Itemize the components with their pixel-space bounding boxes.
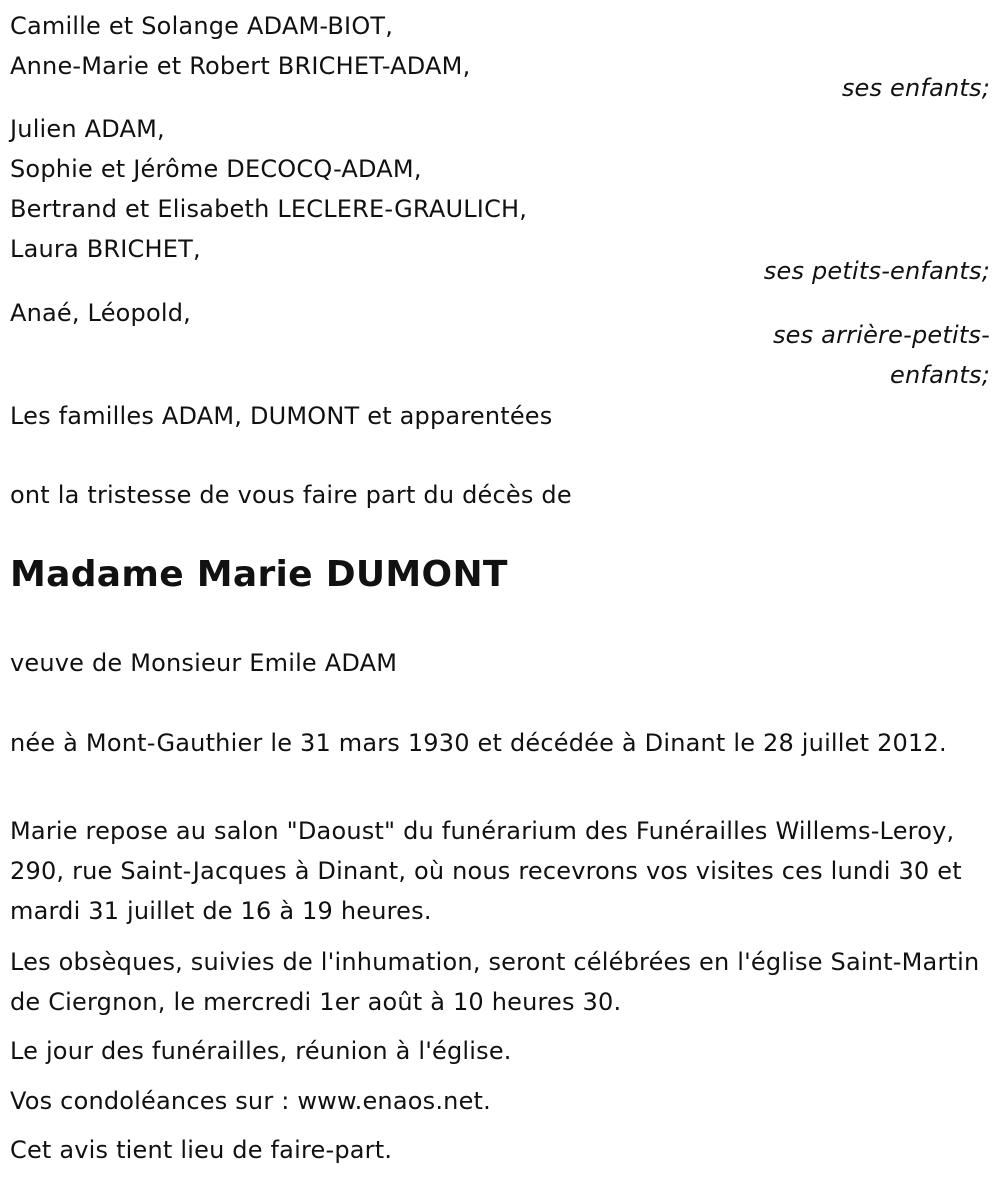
great-grandchildren-label-1: ses arrière-petits-	[772, 321, 990, 349]
grandchild-line-4: Laura BRICHET,	[10, 235, 201, 263]
closing-line: Cet avis tient lieu de faire-part.	[10, 1136, 393, 1164]
condolences-line: Vos condoléances sur : www.enaos.net.	[10, 1087, 491, 1115]
grandchild-line-1: Julien ADAM,	[10, 115, 165, 143]
great-grandchildren-label-2: enfants;	[890, 361, 990, 389]
grandchildren-block	[10, 109, 990, 269]
grandchild-line-2: Sophie et Jérôme DECOCQ-ADAM,	[10, 155, 422, 183]
families-line: Les familles ADAM, DUMONT et apparentées	[10, 402, 553, 430]
funeral-paragraph: Les obsèques, suivies de l'inhumation, seront célébrées en l'église Saint-Martin de Ciergnon, le mercredi 1er août à 10 heures 30.	[10, 948, 980, 1016]
children-label: ses enfants;	[841, 74, 990, 102]
great-grandchildren: Anaé, Léopold,	[10, 299, 192, 327]
grandchildren-label: ses petits-enfants;	[763, 257, 990, 285]
birth-death-paragraph: née à Mont-Gauthier le 31 mars 1930 et décédée à Dinant le 28 juillet 2012.	[10, 729, 947, 757]
child-line-2: Anne-Marie et Robert BRICHET-ADAM,	[10, 52, 471, 80]
visitation-paragraph: Marie repose au salon "Daoust" du funérarium des Funérailles Willems-Leroy, 290, rue Saint-Jacques à Dinant, où nous recevrons vos visites ces lundi 30 et mardi 31 juillet de 16 à 19 heures.	[10, 817, 962, 925]
deceased-name: Madame Marie DUMONT	[10, 554, 508, 595]
meeting-line: Le jour des funérailles, réunion à l'église.	[10, 1037, 512, 1065]
child-line-1: Camille et Solange ADAM-BIOT,	[10, 12, 394, 40]
widow-line: veuve de Monsieur Emile ADAM	[10, 649, 398, 677]
grandchild-line-3: Bertrand et Elisabeth LECLERE-GRAULICH,	[10, 195, 528, 223]
announcement-line: ont la tristesse de vous faire part du décès de	[10, 481, 572, 509]
